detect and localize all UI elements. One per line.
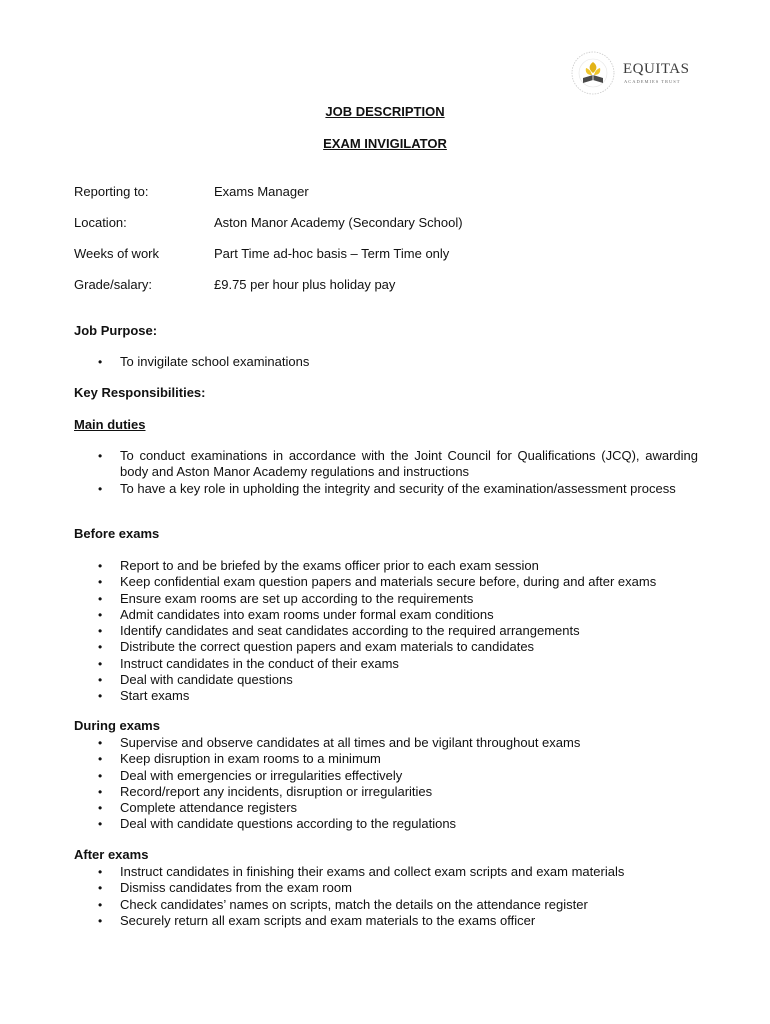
list-item: • Instruct candidates in finishing their exams and collect exam scripts and exam materials [74,864,698,880]
detail-label: Location: [74,215,127,230]
job-title: EXAM INVIGILATOR [323,136,447,151]
list-item: • To conduct examinations in accordance with the Joint Council for Qualifications (JCQ), awarding body and Aston Manor Academy regulations and instructions [74,448,698,481]
list-item: • Keep disruption in exam rooms to a minimum [74,751,698,767]
detail-value: Aston Manor Academy (Secondary School) [214,215,463,230]
list-item: • Deal with candidate questions [74,672,698,688]
list-item: • Supervise and observe candidates at all times and be vigilant throughout exams [74,735,698,751]
list-item: • Admit candidates into exam rooms under formal exam conditions [74,607,698,623]
list-item: • Start exams [74,688,698,704]
list-item: • Deal with candidate questions according to the regulations [74,816,698,832]
list-item: • Record/report any incidents, disruption or irregularities [74,784,698,800]
before-exams-list [74,558,698,705]
list-item: • Report to and be briefed by the exams officer prior to each exam session [74,558,698,574]
job-purpose-heading: Job Purpose: [74,323,158,338]
detail-label: Weeks of work [74,246,160,261]
list-item: • Dismiss candidates from the exam room [74,880,698,896]
detail-value: Exams Manager [214,184,309,199]
equitas-logo [568,48,698,100]
logo-tagline: ACADEMIES TRUST [624,79,681,84]
equitas-crest-icon [568,48,618,98]
document-title: JOB DESCRIPTION [325,104,445,119]
list-item: • Instruct candidates in the conduct of their exams [74,656,698,672]
list-item: • To have a key role in upholding the integrity and security of the examination/assessment process [74,481,698,497]
list-item: • Ensure exam rooms are set up according to the requirements [74,591,698,607]
main-duties-heading: Main duties [74,417,146,432]
during-exams-heading: During exams [74,718,160,733]
list-item: • Complete attendance registers [74,800,698,816]
detail-value: Part Time ad-hoc basis – Term Time only [214,246,450,261]
before-exams-heading: Before exams [74,526,160,541]
list-item: • Securely return all exam scripts and exam materials to the exams officer [74,913,698,929]
list-item: • Check candidates’ names on scripts, match the details on the attendance register [74,897,698,913]
list-item: • Deal with emergencies or irregularities effectively [74,768,698,784]
detail-value: £9.75 per hour plus holiday pay [214,277,396,292]
main-duties-list [74,448,698,497]
logo-name: EQUITAS [623,61,690,77]
list-item: • Distribute the correct question papers and exam materials to candidates [74,639,698,655]
detail-label: Grade/salary: [74,277,153,292]
list-item: • Identify candidates and seat candidates according to the required arrangements [74,623,698,639]
key-responsibilities-heading: Key Responsibilities: [74,385,206,400]
job-purpose-list [74,354,698,370]
after-exams-list [74,864,698,929]
detail-label: Reporting to: [74,184,149,199]
during-exams-list [74,735,698,833]
list-item: • Keep confidential exam question papers and materials secure before, during and after exams [74,574,698,590]
after-exams-heading: After exams [74,847,149,862]
list-item: • To invigilate school examinations [74,354,698,370]
